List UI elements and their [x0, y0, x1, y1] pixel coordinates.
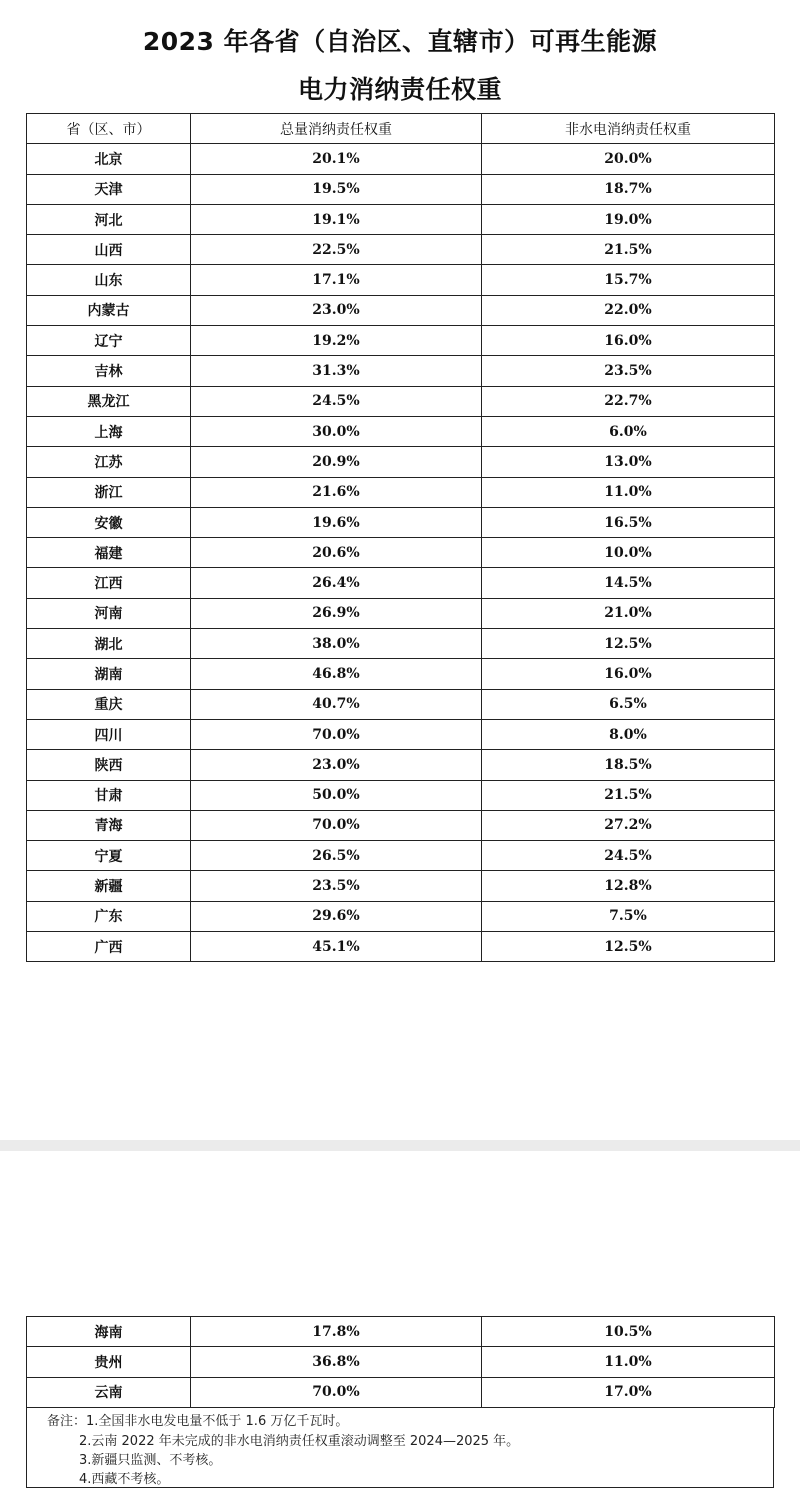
- cell-total-weight: 17.1%: [191, 265, 482, 295]
- cell-total-weight: 21.6%: [191, 477, 482, 507]
- table-row: [27, 386, 775, 416]
- table-row: [27, 204, 775, 234]
- table-row: [27, 326, 775, 356]
- cell-nonhydro-weight: 20.0%: [482, 144, 775, 174]
- table-row: [27, 871, 775, 901]
- table-row: [27, 719, 775, 749]
- cell-province: 内蒙古: [27, 295, 191, 325]
- table-row: [27, 174, 775, 204]
- table-row: [27, 144, 775, 174]
- cell-province: 贵州: [27, 1347, 191, 1377]
- cell-nonhydro-weight: 14.5%: [482, 568, 775, 598]
- page-title-line1: 2023 年各省（自治区、直辖市）可再生能源: [142, 27, 658, 56]
- notes-box: [26, 1407, 774, 1488]
- cell-province: 湖南: [27, 659, 191, 689]
- table-row: [27, 598, 775, 628]
- cell-province: 吉林: [27, 356, 191, 386]
- table-row: [27, 1317, 775, 1347]
- cell-nonhydro-weight: 17.0%: [482, 1377, 775, 1407]
- cell-province: 浙江: [27, 477, 191, 507]
- cell-province: 宁夏: [27, 841, 191, 871]
- cell-province: 山东: [27, 265, 191, 295]
- cell-total-weight: 26.9%: [191, 598, 482, 628]
- cell-nonhydro-weight: 12.8%: [482, 871, 775, 901]
- header-total-weight: 总量消纳责任权重: [191, 114, 482, 144]
- cell-province: 青海: [27, 810, 191, 840]
- cell-nonhydro-weight: 7.5%: [482, 901, 775, 931]
- cell-province: 湖北: [27, 629, 191, 659]
- cell-nonhydro-weight: 22.7%: [482, 386, 775, 416]
- table-row: [27, 841, 775, 871]
- page-title-line2: 电力消纳责任权重: [297, 75, 502, 104]
- cell-total-weight: 31.3%: [191, 356, 482, 386]
- table-row: [27, 538, 775, 568]
- cell-province: 河南: [27, 598, 191, 628]
- cell-province: 江西: [27, 568, 191, 598]
- table-row: [27, 235, 775, 265]
- cell-total-weight: 38.0%: [191, 629, 482, 659]
- cell-province: 上海: [27, 416, 191, 446]
- cell-nonhydro-weight: 12.5%: [482, 629, 775, 659]
- cell-province: 福建: [27, 538, 191, 568]
- table-row: [27, 901, 775, 931]
- cell-nonhydro-weight: 21.5%: [482, 235, 775, 265]
- table-row: [27, 1347, 775, 1377]
- cell-nonhydro-weight: 18.7%: [482, 174, 775, 204]
- cell-province: 甘肃: [27, 780, 191, 810]
- cell-province: 广西: [27, 932, 191, 962]
- table-row: [27, 780, 775, 810]
- cell-total-weight: 40.7%: [191, 689, 482, 719]
- cell-total-weight: 26.5%: [191, 841, 482, 871]
- cell-province: 新疆: [27, 871, 191, 901]
- cell-nonhydro-weight: 18.5%: [482, 750, 775, 780]
- note-line: 3.新疆只监测、不考核。: [79, 1453, 222, 1468]
- cell-nonhydro-weight: 13.0%: [482, 447, 775, 477]
- cell-province: 陕西: [27, 750, 191, 780]
- cell-province: 四川: [27, 719, 191, 749]
- cell-nonhydro-weight: 11.0%: [482, 477, 775, 507]
- cell-total-weight: 36.8%: [191, 1347, 482, 1377]
- cell-province: 河北: [27, 204, 191, 234]
- cell-nonhydro-weight: 27.2%: [482, 810, 775, 840]
- table-body-top: [27, 144, 775, 962]
- cell-nonhydro-weight: 16.5%: [482, 507, 775, 537]
- cell-province: 海南: [27, 1317, 191, 1347]
- cell-province: 辽宁: [27, 326, 191, 356]
- table-row: [27, 750, 775, 780]
- cell-province: 黑龙江: [27, 386, 191, 416]
- table-row: [27, 932, 775, 962]
- cell-total-weight: 29.6%: [191, 901, 482, 931]
- header-province: 省（区、市）: [27, 114, 191, 144]
- header-nonhydro-weight: 非水电消纳责任权重: [482, 114, 775, 144]
- cell-total-weight: 70.0%: [191, 719, 482, 749]
- cell-total-weight: 50.0%: [191, 780, 482, 810]
- table-row: [27, 447, 775, 477]
- cell-nonhydro-weight: 21.5%: [482, 780, 775, 810]
- cell-nonhydro-weight: 15.7%: [482, 265, 775, 295]
- table-row: [27, 356, 775, 386]
- table-row: [27, 477, 775, 507]
- cell-nonhydro-weight: 12.5%: [482, 932, 775, 962]
- cell-total-weight: 23.5%: [191, 871, 482, 901]
- weights-table: [26, 113, 775, 962]
- cell-nonhydro-weight: 11.0%: [482, 1347, 775, 1377]
- cell-nonhydro-weight: 21.0%: [482, 598, 775, 628]
- cell-total-weight: 23.0%: [191, 295, 482, 325]
- cell-total-weight: 20.1%: [191, 144, 482, 174]
- cell-nonhydro-weight: 6.0%: [482, 416, 775, 446]
- cell-total-weight: 20.9%: [191, 447, 482, 477]
- cell-total-weight: 26.4%: [191, 568, 482, 598]
- cell-nonhydro-weight: 22.0%: [482, 295, 775, 325]
- note-line: 4.西藏不考核。: [79, 1472, 170, 1487]
- table-row: [27, 568, 775, 598]
- note-line: 备注：1.全国非水电发电量不低于 1.6 万亿千瓦时。: [47, 1414, 349, 1429]
- cell-nonhydro-weight: 23.5%: [482, 356, 775, 386]
- cell-nonhydro-weight: 16.0%: [482, 326, 775, 356]
- cell-province: 云南: [27, 1377, 191, 1407]
- table-row: [27, 416, 775, 446]
- cell-total-weight: 20.6%: [191, 538, 482, 568]
- cell-province: 北京: [27, 144, 191, 174]
- table-row: [27, 295, 775, 325]
- cell-total-weight: 24.5%: [191, 386, 482, 416]
- cell-total-weight: 30.0%: [191, 416, 482, 446]
- page-break-divider: [0, 1140, 800, 1151]
- cell-nonhydro-weight: 6.5%: [482, 689, 775, 719]
- cell-province: 江苏: [27, 447, 191, 477]
- cell-nonhydro-weight: 10.5%: [482, 1317, 775, 1347]
- cell-nonhydro-weight: 10.0%: [482, 538, 775, 568]
- cell-nonhydro-weight: 19.0%: [482, 204, 775, 234]
- weights-table-continued: [26, 1316, 775, 1408]
- cell-total-weight: 19.6%: [191, 507, 482, 537]
- cell-total-weight: 46.8%: [191, 659, 482, 689]
- table-row: [27, 659, 775, 689]
- cell-province: 山西: [27, 235, 191, 265]
- cell-province: 天津: [27, 174, 191, 204]
- cell-total-weight: 70.0%: [191, 1377, 482, 1407]
- table-row: [27, 629, 775, 659]
- table-row: [27, 810, 775, 840]
- cell-nonhydro-weight: 8.0%: [482, 719, 775, 749]
- cell-total-weight: 45.1%: [191, 932, 482, 962]
- table-header-row: [27, 114, 775, 144]
- cell-total-weight: 19.1%: [191, 204, 482, 234]
- table-row: [27, 265, 775, 295]
- cell-province: 广东: [27, 901, 191, 931]
- note-line: 2.云南 2022 年未完成的非水电消纳责任权重滚动调整至 2024—2025 年。: [79, 1434, 520, 1449]
- cell-total-weight: 22.5%: [191, 235, 482, 265]
- cell-total-weight: 70.0%: [191, 810, 482, 840]
- table-row: [27, 689, 775, 719]
- table-row: [27, 1377, 775, 1407]
- cell-province: 重庆: [27, 689, 191, 719]
- cell-total-weight: 19.5%: [191, 174, 482, 204]
- cell-province: 安徽: [27, 507, 191, 537]
- table-body-bottom: [27, 1317, 775, 1408]
- cell-total-weight: 19.2%: [191, 326, 482, 356]
- cell-nonhydro-weight: 24.5%: [482, 841, 775, 871]
- cell-total-weight: 17.8%: [191, 1317, 482, 1347]
- cell-nonhydro-weight: 16.0%: [482, 659, 775, 689]
- table-row: [27, 507, 775, 537]
- cell-total-weight: 23.0%: [191, 750, 482, 780]
